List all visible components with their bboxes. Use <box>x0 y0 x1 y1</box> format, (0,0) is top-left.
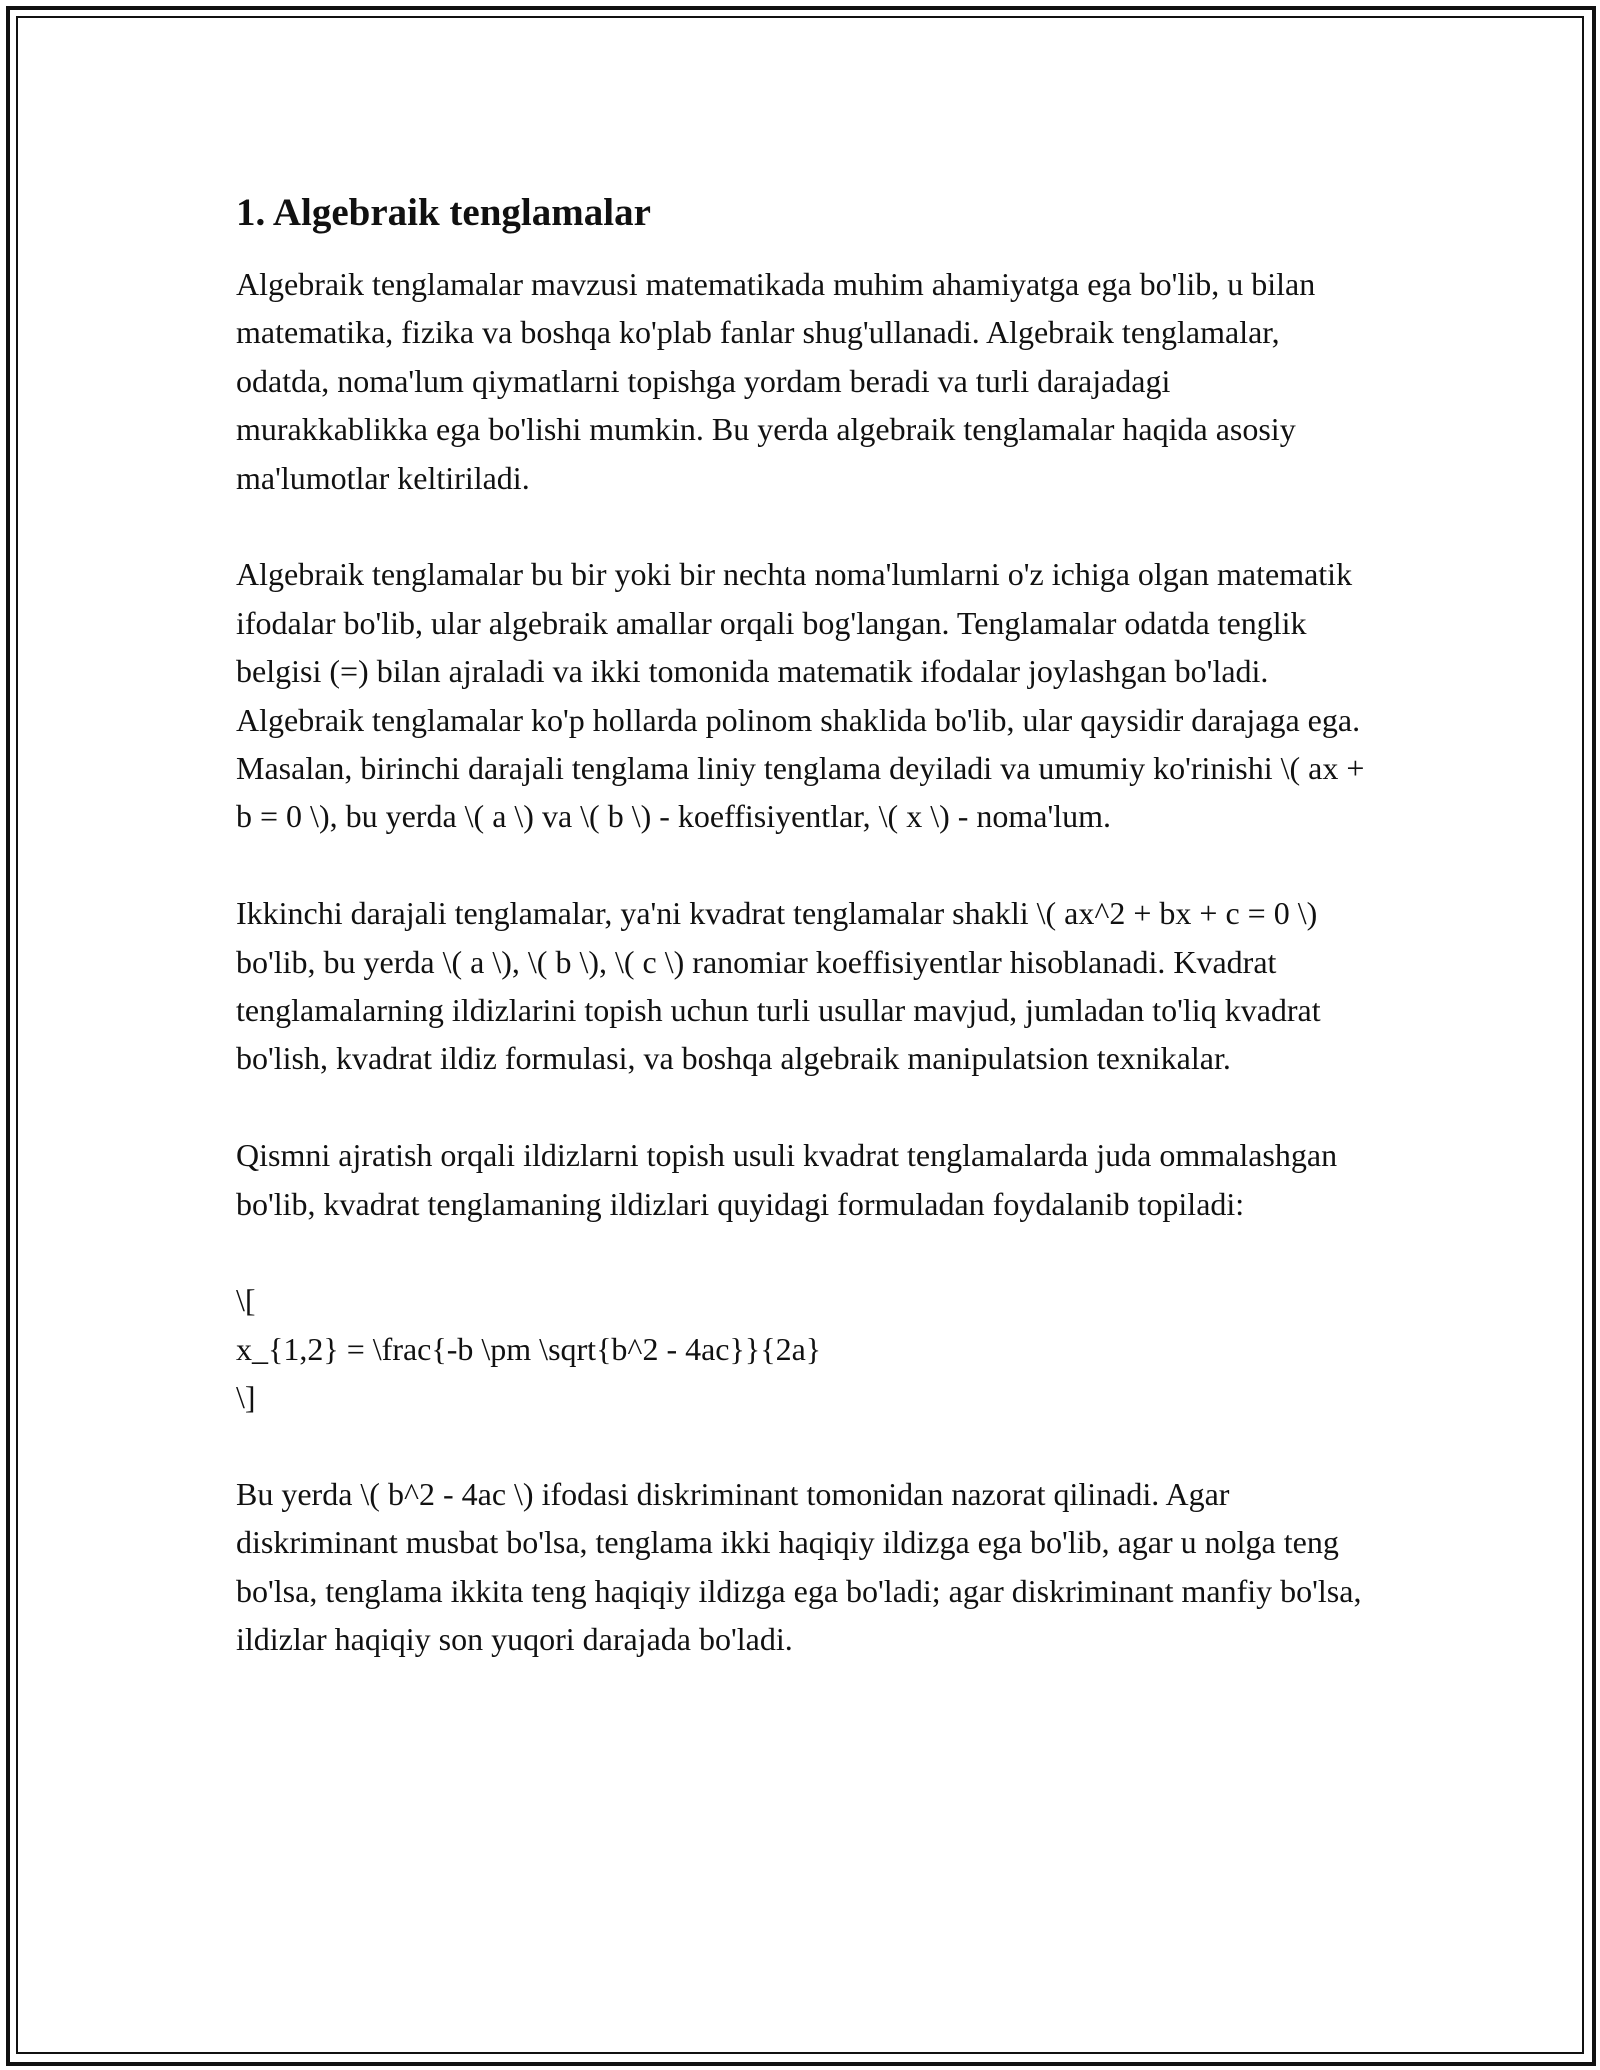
paragraph-definition: Algebraik tenglamalar bu bir yoki bir nechta noma'lumlarni o'z ichiga olgan matematik ifodalar bo'lib, ular algebraik amallar orqali bog'langan. Tenglamalar odatda tenglik belgisi (=) bilan ajraladi va ikki tomonida matematik ifodalar joylashgan bo'ladi. Algebraik tenglamalar ko'p hollarda polinom shaklida bo'lib, ular qaysidir darajaga ega. Masalan, birinchi darajali tenglama liniy tenglama deyiladi va umumiy ko'rinishi \( ax + b = 0 \), bu yerda \( a \) va \( b \) - koeffisiyentlar, \( x \) - noma'lum. <box>236 556 1365 835</box>
formula-open-delimiter: \[ <box>236 1282 256 1319</box>
paragraph-formula-intro: Qismni ajratish orqali ildizlarni topish usuli kvadrat tenglamalarda juda ommalashgan bo'lib, kvadrat tenglamaning ildizlari quyidagi formuladan foydalanib topiladi: <box>236 1137 1338 1222</box>
formula-body: x_{1,2} = \frac{-b \pm \sqrt{b^2 - 4ac}}{2a} <box>236 1330 822 1367</box>
quadratic-formula <box>236 1276 1366 1421</box>
paragraph-intro: Algebraik tenglamalar mavzusi matematikada muhim ahamiyatga ega bo'lib, u bilan matematika, fizika va boshqa ko'plab fanlar shug'ullanadi. Algebraik tenglamalar, odatda, noma'lum qiymatlarni topishga yordam beradi va turli darajadagi murakkablikka ega bo'lishi mumkin. Bu yerda algebraik tenglamalar haqida asosiy ma'lumotlar keltiriladi. <box>236 266 1316 496</box>
paragraph-discriminant: Bu yerda \( b^2 - 4ac \) ifodasi diskriminant tomonidan nazorat qilinadi. Agar diskriminant musbat bo'lsa, tenglama ikki haqiqiy ildizga ega bo'lib, agar u nolga teng bo'lsa, tenglama ikkita teng haqiqiy ildizga ega bo'ladi; agar diskriminant manfiy bo'lsa, ildizlar haqiqiy son yuqori darajada bo'ladi. <box>236 1476 1362 1658</box>
paragraph-quadratic: Ikkinchi darajali tenglamalar, ya'ni kvadrat tenglamalar shakli \( ax^2 + bx + c = 0 \) bo'lib, bu yerda \( a \), \( b \), \( c \) ranomiar koeffisiyentlar hisoblanadi. Kvadrat tenglamalarning ildizlarini topish uchun turli usullar mavjud, jumladan to'liq kvadrat bo'lish, kvadrat ildiz formulasi, va boshqa algebraik manipulatsion texnikalar. <box>236 895 1321 1077</box>
document-body <box>236 186 1366 1712</box>
formula-close-delimiter: \] <box>236 1379 256 1416</box>
section-heading: 1. Algebraik tenglamalar <box>236 191 651 234</box>
